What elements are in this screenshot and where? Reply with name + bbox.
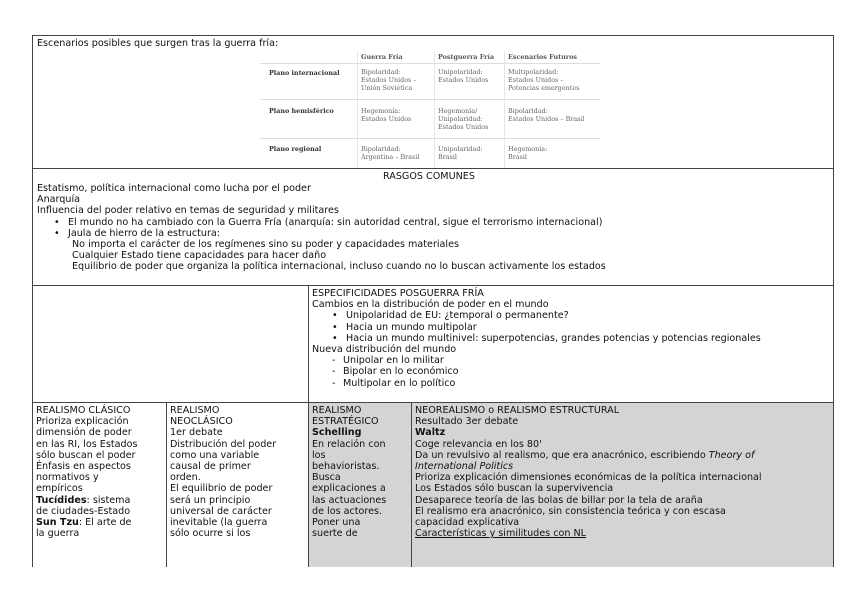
esp-line: Cambios en la distribución de poder en el mundo — [312, 299, 549, 311]
cell: Unipolaridad: — [438, 115, 483, 123]
bullet-icon: • — [332, 321, 338, 333]
column-line: Los Estados sólo buscan la supervivencia — [415, 483, 614, 495]
column-line: behavioristas. — [312, 461, 380, 473]
bullet-icon: • — [54, 227, 60, 239]
dash-icon: - — [332, 355, 336, 367]
cell: Brasil — [508, 153, 527, 161]
column-heading: NEOREALISMO o REALISMO ESTRUCTURAL — [415, 405, 620, 416]
list-item-text: El mundo no ha cambiado con la Guerra Fría (anarquía: sin autoridad central, sigue el terrorismo internacional) — [68, 216, 603, 228]
column-line: de ciudades-Estado — [36, 505, 131, 517]
column-line: inevitable (la guerra — [170, 517, 268, 529]
cell: Hegemonía: — [361, 107, 401, 115]
column-line: Énfasis en aspectos — [36, 461, 131, 473]
column-line: dimensión de poder — [36, 427, 132, 439]
rasgos-line: Influencia del poder relativo en temas de seguridad y militares — [37, 205, 339, 217]
realismo-estrategico-column — [312, 405, 386, 539]
cell: Hegemonía/ — [438, 107, 478, 115]
column-line: la guerra — [36, 528, 80, 540]
column-line — [36, 495, 137, 506]
list-item-text: Unipolar en lo militar — [343, 355, 444, 367]
book-title: Theory of — [708, 449, 755, 461]
table-border-right — [833, 35, 834, 567]
rasgos-subline: No importa el carácter de los regímenes sino su poder y capacidades materiales — [72, 239, 460, 251]
column-line: capacidad explicativa — [415, 517, 520, 529]
list-item — [312, 310, 761, 321]
cell: Estados Unidos — [361, 115, 412, 123]
dash-icon: - — [332, 377, 336, 389]
cell: Estados Unidos – — [361, 76, 417, 84]
column-heading: REALISMO — [312, 405, 362, 416]
book-title: International Politics — [415, 461, 514, 473]
column-line: Resultado 3er debate — [415, 416, 519, 428]
column-heading: NEOCLÁSICO — [170, 416, 233, 428]
cell: Unión Soviética — [361, 84, 413, 92]
column-line — [415, 450, 762, 461]
scenarios-title: Escenarios posibles que surgen tras la guerra fría: — [37, 38, 279, 49]
column-line: El realismo era anacrónico, sin consistencia teórica y con escasa — [415, 505, 726, 517]
neorrealismo-column — [415, 405, 762, 539]
realismo-neoclasico-column — [170, 405, 276, 539]
list-item — [37, 217, 606, 228]
column-line: normativos y — [36, 472, 99, 484]
list-item-text: Jaula de hierro de la estructura: — [68, 227, 220, 239]
column-line: Prioriza explicación dimensiones económicas de la política internacional — [415, 472, 762, 484]
column-line: explicaciones a — [312, 483, 386, 495]
column-line: universal de carácter — [170, 505, 272, 517]
rasgos-section — [37, 183, 606, 273]
list-item-text: Hacia un mundo multipolar — [346, 321, 477, 333]
column-line — [36, 517, 137, 528]
column-heading: REALISMO CLÁSICO — [36, 405, 131, 416]
cell: Estados Unidos — [438, 76, 489, 84]
list-item — [312, 366, 761, 377]
cell: Estados Unidos — [438, 123, 489, 131]
column-line: suerte de — [312, 528, 358, 540]
row-divider-2 — [32, 285, 834, 286]
column-line: sólo ocurre si los — [170, 528, 251, 540]
row-label-regional: Plano regional — [269, 145, 322, 153]
column-heading: REALISMO — [170, 405, 220, 416]
rasgos-line: Anarquía — [37, 194, 81, 206]
cell: Bipolaridad: — [508, 107, 548, 115]
column-text: : sistema — [86, 494, 131, 506]
list-item-text: Hacia un mundo multinivel: superpotencias, grandes potencias y potencias regionales — [346, 332, 761, 344]
col-header-guerra-fria: Guerra Fría — [361, 53, 403, 61]
column-line: como una variable — [170, 449, 260, 461]
column-line: Poner una — [312, 517, 361, 529]
col-header-postguerra: Postguerra Fría — [438, 53, 495, 61]
column-line: 1er debate — [170, 427, 223, 439]
col-divider — [411, 403, 412, 567]
cell: Unipolaridad: — [438, 68, 483, 76]
list-item — [312, 333, 761, 344]
column-line: En relación con — [312, 438, 386, 450]
list-item — [312, 322, 761, 333]
row-divider-1 — [32, 168, 834, 169]
list-item — [312, 355, 761, 366]
col-divider — [308, 403, 309, 567]
table-border-left — [32, 35, 33, 567]
author-name: Waltz — [415, 427, 446, 439]
column-heading: ESTRATÉGICO — [312, 416, 379, 428]
col-divider — [166, 403, 167, 567]
column-line: Distribución del poder — [170, 438, 277, 450]
cell: Bipolaridad: — [361, 68, 401, 76]
especificidades-title: ESPECIFICIDADES POSGUERRA FRÍA — [312, 288, 484, 299]
scenarios-image-table — [260, 51, 600, 168]
column-line: sólo buscan el poder — [36, 449, 136, 461]
column-line: de los actores. — [312, 505, 383, 517]
list-item-text: Unipolaridad de EU: ¿temporal o permanente? — [346, 310, 569, 322]
rasgos-subline: Cualquier Estado tiene capacidades para hacer daño — [72, 250, 327, 262]
especificidades-section — [312, 288, 761, 389]
cell: Estados Unidos – — [508, 76, 564, 84]
column-text: Da un revulsivo al realismo, que era anacrónico, escribiendo — [415, 449, 709, 461]
cell: Potencias emergentes — [508, 84, 580, 92]
author-name: Sun Tzu — [36, 517, 79, 529]
cell: Multipolaridad: — [508, 68, 559, 76]
column-line: los — [312, 449, 326, 461]
rasgos-line: Estatismo, política internacional como lucha por el poder — [37, 183, 311, 194]
column-line: El equilibrio de poder — [170, 483, 273, 495]
table-border-top — [32, 35, 834, 36]
col-divider-esp — [308, 285, 309, 402]
row-label-internacional: Plano internacional — [269, 69, 340, 77]
list-item-text: Multipolar en lo político — [343, 377, 456, 389]
cell: Bipolaridad: — [361, 145, 401, 153]
column-line: orden. — [170, 472, 201, 484]
column-line: en las RI, los Estados — [36, 438, 138, 450]
column-line: Desaparece teoría de las bolas de billar por la tela de araña — [415, 494, 703, 506]
cell: Estados Unidos – Brasil — [508, 115, 585, 123]
esp-line: Nueva distribución del mundo — [312, 344, 457, 356]
column-line: Coge relevancia en los 80' — [415, 438, 542, 450]
list-item — [312, 378, 761, 389]
dash-icon: - — [332, 366, 336, 378]
column-line: empíricos — [36, 483, 83, 495]
cell: Argentina – Brasil — [361, 153, 420, 161]
author-name: Tucídides — [36, 494, 87, 506]
underlined-link-text: Características y similitudes con NL — [415, 528, 586, 540]
col-header-futuros: Escenarios Futuros — [508, 53, 577, 61]
list-item — [37, 228, 606, 239]
list-item-text: Bipolar en lo económico — [343, 366, 459, 378]
column-line: será un principio — [170, 494, 251, 506]
bullet-icon: • — [332, 332, 338, 344]
rasgos-title: RASGOS COMUNES — [383, 171, 475, 182]
row-label-hemisferico: Plano hemisférico — [269, 107, 334, 115]
realismo-clasico-column — [36, 405, 137, 539]
author-name: Schelling — [312, 427, 362, 439]
column-line: Busca — [312, 472, 341, 484]
column-line: causal de primer — [170, 461, 251, 473]
cell: Hegemonía: — [508, 145, 548, 153]
cell: Unipolaridad: — [438, 145, 483, 153]
column-line: las actuaciones — [312, 494, 387, 506]
column-text: : El arte de — [78, 517, 132, 529]
bullet-icon: • — [54, 216, 60, 228]
bullet-icon: • — [332, 310, 338, 322]
rasgos-subline: Equilibrio de poder que organiza la política internacional, incluso cuando no lo buscan activamente los estados — [72, 261, 606, 273]
column-line: Prioriza explicación — [36, 416, 129, 428]
cell: Brasil — [438, 153, 457, 161]
